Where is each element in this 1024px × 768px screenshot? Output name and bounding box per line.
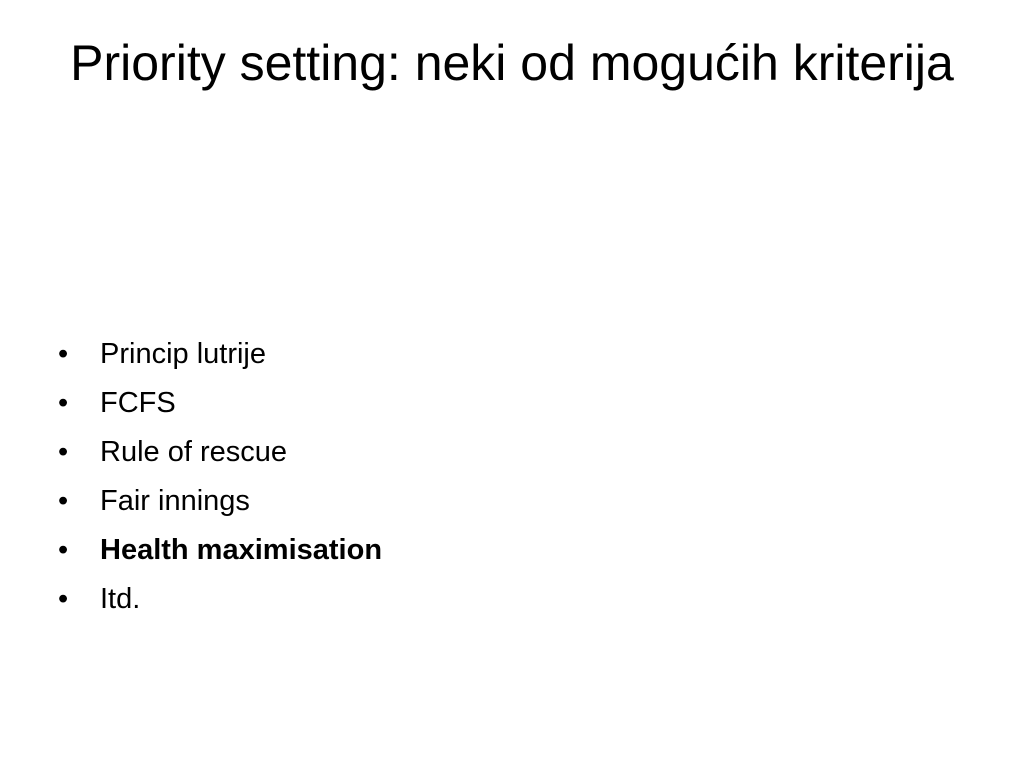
bullet-icon: • xyxy=(58,338,69,370)
bullet-text: Health maximisation xyxy=(100,534,383,566)
bullet-item-princip-lutrije xyxy=(58,330,382,379)
bullet-icon: • xyxy=(58,436,69,468)
bullet-item-itd xyxy=(58,575,382,624)
bullet-icon: • xyxy=(58,583,69,615)
bullet-item-health-maximisation xyxy=(58,526,382,575)
bullet-item-fcfs xyxy=(58,379,382,428)
bullet-icon: • xyxy=(58,534,69,566)
bullet-list xyxy=(58,330,382,624)
bullet-item-fair-innings xyxy=(58,477,382,526)
bullet-text: FCFS xyxy=(100,387,176,419)
bullet-text: Fair innings xyxy=(100,485,250,517)
bullet-text: Itd. xyxy=(100,583,141,615)
bullet-item-rule-of-rescue xyxy=(58,428,382,477)
bullet-text: Rule of rescue xyxy=(100,436,287,468)
bullet-text: Princip lutrije xyxy=(100,338,266,370)
slide-title: Priority setting: neki od mogućih kriterija xyxy=(70,35,954,91)
bullet-icon: • xyxy=(58,485,69,517)
bullet-icon: • xyxy=(58,387,69,419)
